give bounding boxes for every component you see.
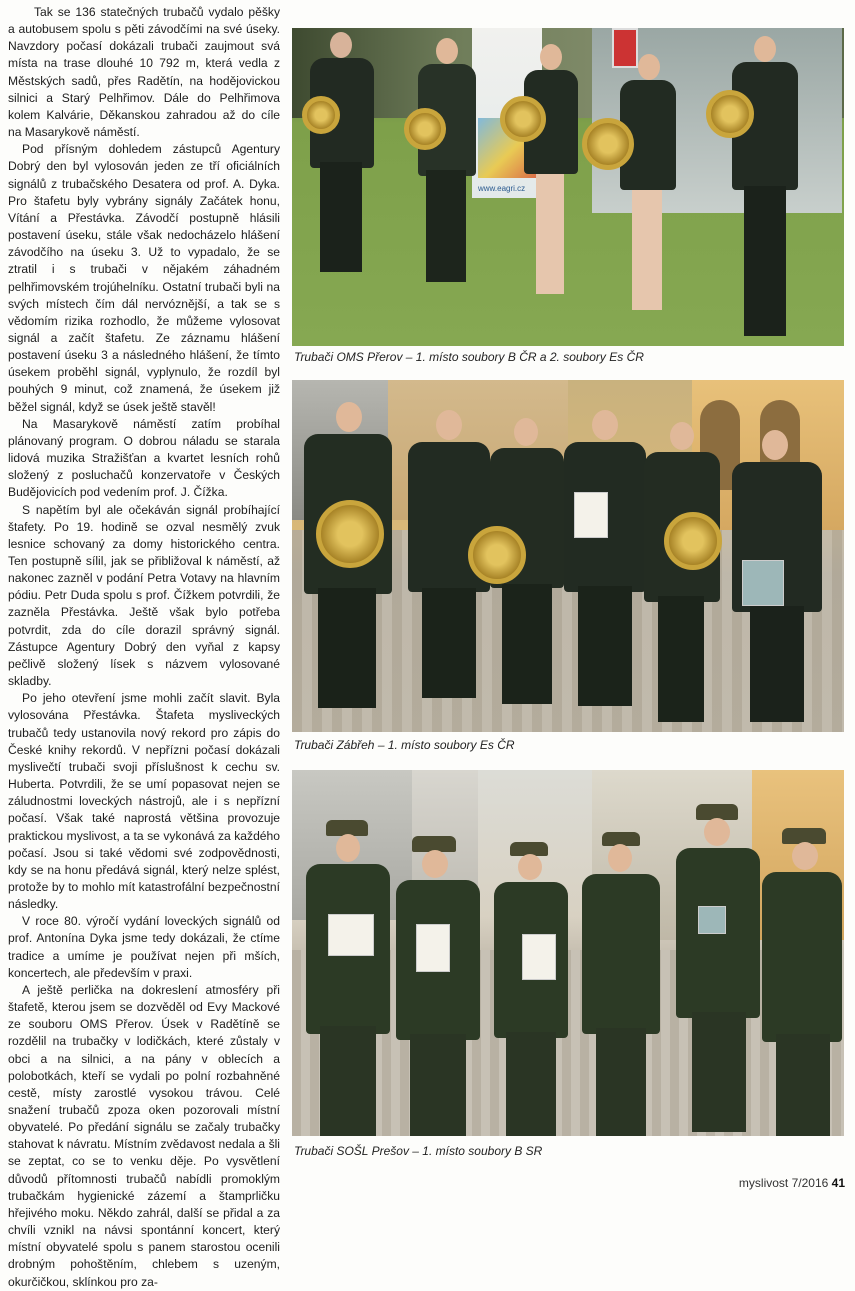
paragraph: Pod přísným dohledem zástupců Agentury Dobrý den byl vylosován jeden ze tří oficiálních signálů z trubačského Desatera od prof. A. Dyka. Pro štafetu byly vybrány signály Začátek honu, Vítání a Přestávka. Závodčí postupně hlásili postavení úseku, stále však nedocházelo hlášení závodčího na úseku 3. Už to vypadalo, že se ztratil i s trubači v nějakém záhadném pelhřimovském trojúhelníku. Ostatní trubači byli na svých místech čím dál nervóznější, a tak se s vědomím rizika rozhodlo, že můžeme vylosovat signál a začít štafetu. Ze záznamu hlášení postavení úseku 3 a následného hlášení, že tímto úsekem proběhl signál, vyplynulo, že rozdíl byl pouhých 9 minut, což znamená, že úsekem již běžel signál, když se úsek ještě stavěl!	[8, 142, 280, 414]
photo-zabreh	[292, 380, 844, 732]
paragraph: Tak se 136 statečných trubačů vydalo pěšky a autobusem spolu s pěti závodčími na své úseky. Navzdory počasí dokázali trubači zaujmout svá místa na trase dlouhé 10 792 m, která vedla z Městských sadů, přes Radětín, na hodějovickou silnici a Starý Pelhřimov. Dále do Pelhřimova kolem Kalvárie, Děkanskou zahradou až do cíle na Masarykově náměstí.	[8, 5, 280, 140]
photo-presov	[292, 770, 844, 1136]
paragraph: Po jeho otevření jsme mohli začít slavit. Byla vylosována Přestávka. Štafeta mysliveckých trubačů tedy ustanovila nový rekord pro zápis do České knihy rekordů. V nepřízni počasí dokázali myslivečtí trubači svoji příslušnost k cechu sv. Huberta. Potvrdili, že se umí popasovat nejen se záludnostmi loveckých nástrojů, ale i s nepřízní počasí. Však také naprostá většina provozuje praktickou myslivost, a ta se vykonává za každého počasí. Jsou si také vědomi své zodpovědnosti, kdy se na honu předává signál, který nelze splést, protože by to mohlo mít katastrofální bezpečnostní následky.	[8, 691, 280, 912]
paragraph: A ještě perlička na dokreslení atmosféry při štafetě, kterou jsem se dozvěděl od Evy Mackové ze souboru OMS Přerov. Úsek v Radětíně se rozdělil na trubačky v lodičkách, které zůstaly v obci a na silnici, a na pány v oblecích a polobotkách, kteří se vydali po polní rozbahněné cestě, místy zarostlé vysokou trávou. Celé snažení trubačů zpoza oken pozorovali místní obyvatelé. Po předání signálu se začaly trubačky stahovat k návratu. Místním zvědavost nedala a šli se zeptat, co se to venku děje. Po vysvětlení důvodů přítomnosti trubačů nabídli promoklým trubačkám hygienické zázemí a štamprličku hřejivého moku. Někdo zahrál, další se přidal a za chvíli vznikl na návsi spontánní koncert, který místní obyvatelé spolu s panem starostou ocenili drobným pohoštěním, chlebem s uzeným, okurčičkou, sklínkou pro za-	[8, 982, 280, 1289]
magazine-issue: myslivost 7/2016	[738, 1176, 829, 1190]
photo-caption: Trubači OMS Přerov – 1. místo soubory B ČR a 2. soubory Es ČR	[294, 350, 644, 364]
paragraph: S napětím byl ale očekáván signál probíhající štafety. Po 19. hodině se ozval nesmělý zvuk lesnice schovaný za domy historického centra. Ten postupně sílil, jak se přibližoval k náměstí, až nakonec zazněl v podání Petra Votavy na hlavním pódiu. Petr Duda spolu s prof. Čížkem potvrdili, že zazněla Přestávka. Ještě však bylo potřeba potvrdit, zda do cíle dorazil správný signál. Zástupce Agentury Dobrý den vyňal z kapsy pečlivě složený lísek s názvem vylosované skladby.	[8, 502, 280, 689]
page-footer	[739, 1176, 845, 1190]
photo-caption: Trubači SOŠL Prešov – 1. místo soubory B SR	[294, 1144, 543, 1158]
sign-text: www.eagri.cz	[478, 184, 526, 193]
page-number: 41	[831, 1176, 845, 1190]
article-text	[8, 4, 280, 1291]
paragraph: Na Masarykově náměstí zatím probíhal plánovaný program. O dobrou náladu se starala lidová muzika Stražišťan a kvartet lesních rohů složený z posluchačů konzervatoře v Českých Budějovicích pod vedením prof. J. Čížka.	[8, 416, 280, 500]
paragraph: V roce 80. výročí vydání loveckých signálů od prof. Antonína Dyka jsme tedy dokázali, že ctíme tradice a umíme je používat nejen při mších, koncertech, ale především v praxi.	[8, 914, 280, 980]
photo-caption: Trubači Zábřeh – 1. místo soubory Es ČR	[294, 738, 515, 752]
photo-prerov	[292, 28, 844, 346]
